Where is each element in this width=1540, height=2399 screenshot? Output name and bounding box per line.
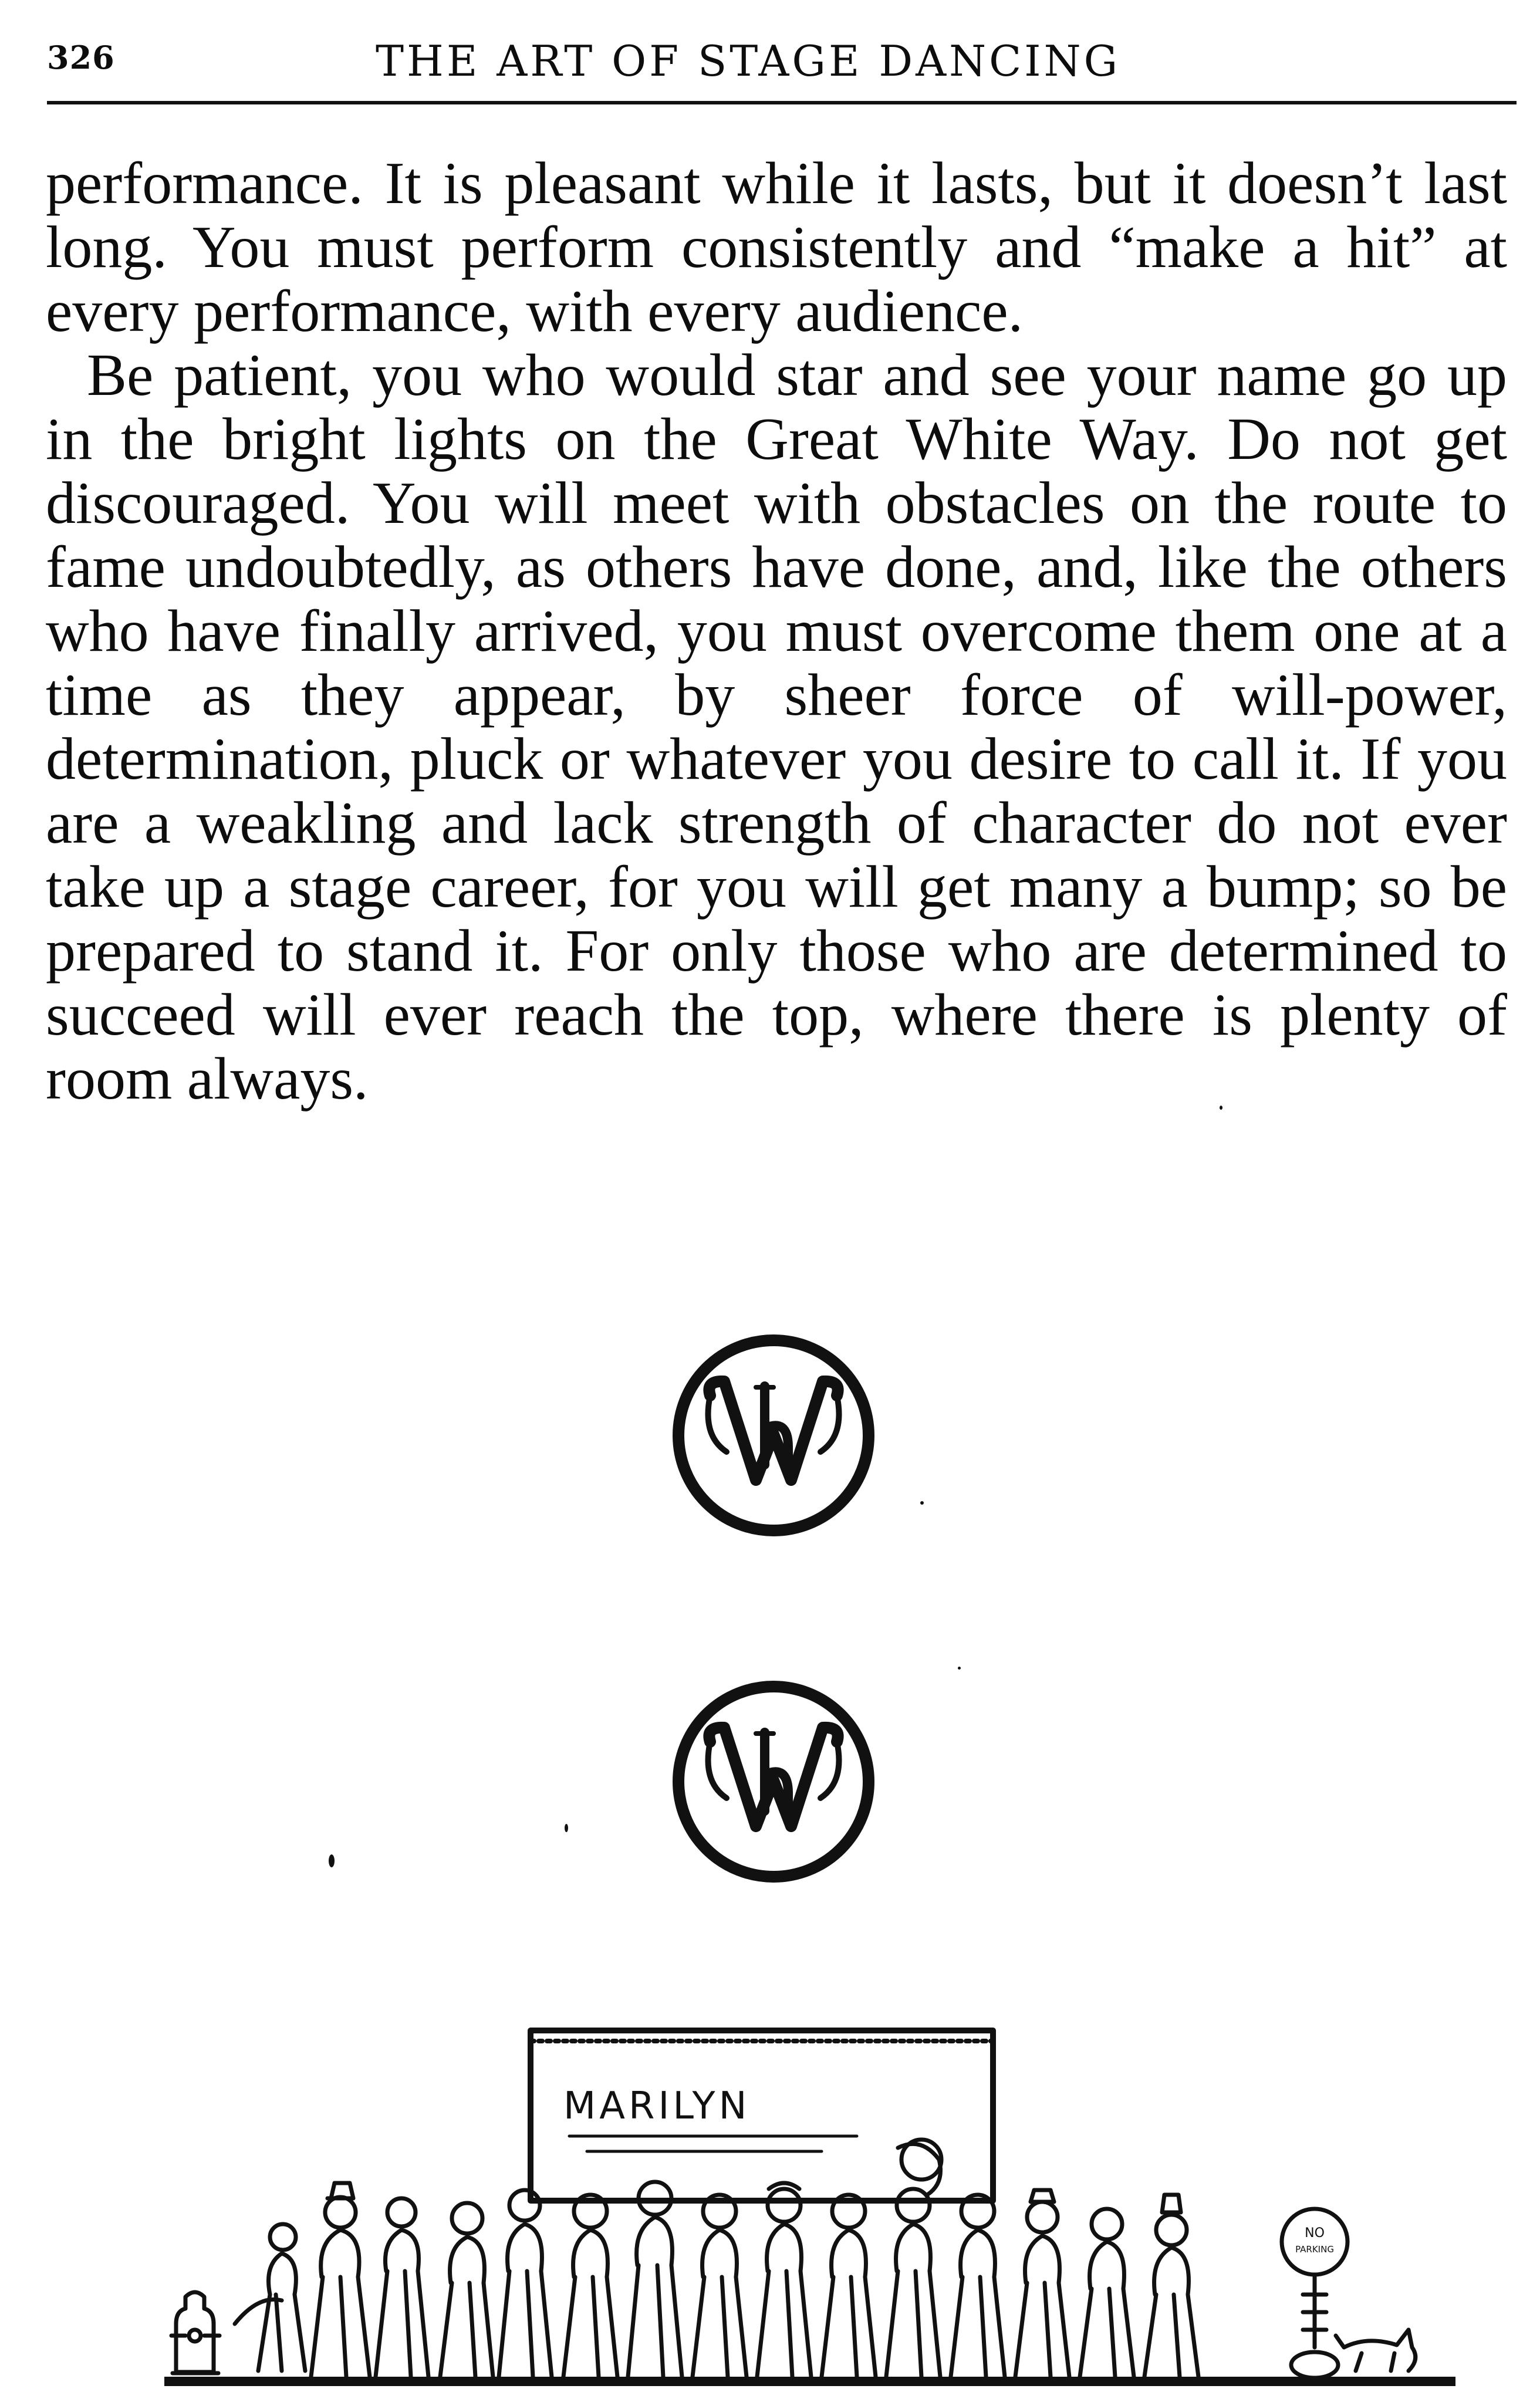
print-speck bbox=[1220, 1106, 1222, 1110]
no-parking-sign-line1: NO bbox=[1305, 2226, 1325, 2241]
publisher-monogram-icon bbox=[668, 1330, 879, 1541]
print-speck bbox=[329, 1854, 335, 1867]
print-speck bbox=[958, 1667, 961, 1670]
page-number: 326 bbox=[47, 39, 115, 76]
dog-icon bbox=[1336, 2330, 1416, 2371]
no-parking-sign-line2: PARKING bbox=[1295, 2244, 1334, 2255]
page-header bbox=[47, 28, 1517, 93]
header-rule bbox=[47, 101, 1517, 104]
print-speck bbox=[565, 1824, 568, 1832]
paragraph-2: Be patient, you who would star and see your name go up in the bright lights on the Great White Way. Do not get discouraged. You will meet with obstacles on the route to fame undoubtedly, as others have done, and, like the others who have finally arrived, you must overcome them one at a time as they appear, by sheer force of will-power, determination, pluck or whatever you desire to call it. If you are a weakling and lack strength of character do not ever take up a stage career, for you will get many a bump; so be prepared to stand it. For only those who are determined to succeed will ever reach the top, where there is plenty of room always. bbox=[46, 342, 1507, 1112]
print-speck bbox=[920, 1501, 924, 1505]
publisher-monogram-icon bbox=[668, 1676, 879, 1887]
paragraph-1: performance. It is pleasant while it lasts, but it doesn’t last long. You must perform consistently and “make a hit” at every performance, with every audience. bbox=[46, 150, 1507, 344]
fire-hydrant-icon bbox=[171, 2292, 219, 2373]
crowd-marquee-illustration bbox=[164, 2019, 1455, 2394]
body-text bbox=[46, 151, 1507, 1111]
running-title: THE ART OF STAGE DANCING bbox=[376, 36, 1121, 86]
marquee-text: MARILYN bbox=[563, 2084, 751, 2128]
